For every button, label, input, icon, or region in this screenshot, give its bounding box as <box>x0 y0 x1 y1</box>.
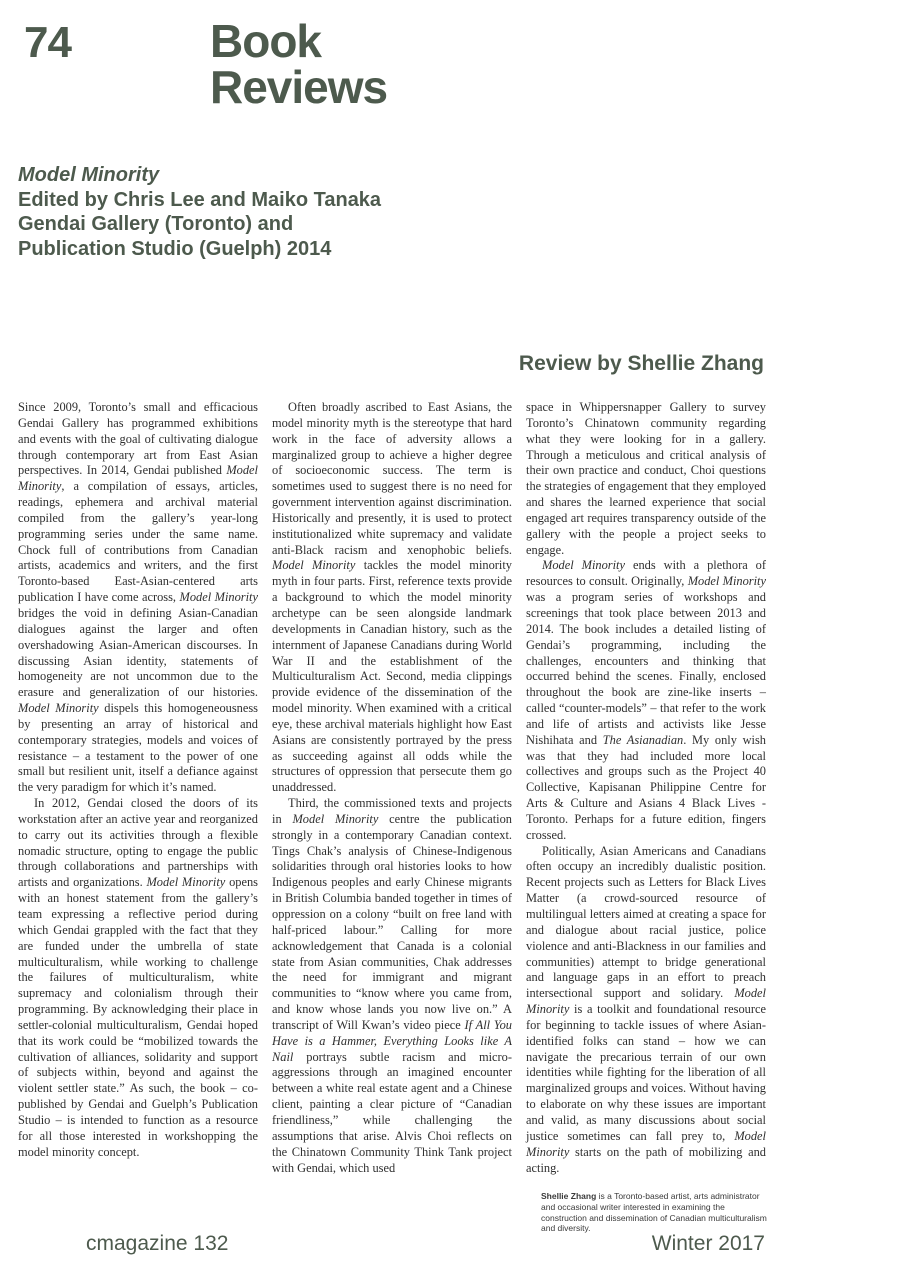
section-title <box>210 15 388 113</box>
review-column-1 <box>18 400 258 1161</box>
review-paragraph: Third, the commissioned texts and projects in Model Minority centre the publication strongly in a contemporary Canadian context. Tings Chak’s analysis of Chinese-Indigenous solidarities through oral histories looks to how Indigenous peoples and early Chinese migrants in British Columbia banded together in times of oppression on a colony “built on free land with half-priced labour.” Calling for more acknowledgement that Canada is a colonial state from Asian communities, Chak addresses the need for immigrant and migrant communities to “know where you came from, and know whose lands you now live on.” A transcript of Will Kwan’s video piece If All You Have is a Hammer, Everything Looks like A Nail portrays subtle racism and micro-aggressions through an imagined encounter between a white real estate agent and a Chinese client, painting a clear picture of “Canadian friendliness,” while challenging the assumptions that arise. Alvis Choi reflects on the Chinatown Community Think Tank project with Gendai, which used <box>272 796 513 1175</box>
section-title-line-2: Reviews <box>210 61 388 113</box>
review-column-3 <box>526 400 766 1176</box>
review-paragraph: Since 2009, Toronto’s small and efficacious Gendai Gallery has programmed exhibitions and events with the goal of cultivating dialogue through contemporary art from East Asian perspectives. In 2014, Gendai published Model Minority, a compilation of essays, articles, readings, ephemera and archival material compiled from the gallery’s year-long programming series under the same name. Chock full of contributions from Canadian artists, academics and writers, and the first Toronto-based East-Asian-centered arts publication I have come across, Model Minority bridges the void in defining Asian-Canadian dialogues against the larger and often overshadowing Asian-American discourses. In discussing Asian identity, statements of homogeneity are not uncommon due to the erasure and generalization of our histories. Model Minority dispels this homogeneousness by presenting an array of historical and contemporary strategies, models and voices of resistance – a testament to the power of one small but resilient unit, itself a defiance against the very paradigm for which it’s named. <box>18 400 258 795</box>
review-paragraph: space in Whippersnapper Gallery to survey Toronto’s Chinatown community regarding what they were looking for in a gallery. Through a meticulous and critical analysis of their own practice and conduct, Choi questions the strategies of engagement that they employed and shares the learned experience that social engaged art requires transparency outside of the gallery with the people a project seeks to engage. <box>526 400 766 557</box>
section-title-line-1: Book <box>210 15 321 67</box>
book-publisher-line-2: Publication Studio (Guelph) 2014 <box>18 237 332 260</box>
review-paragraph: Model Minority ends with a plethora of resources to consult. Originally, Model Minority was a program series of workshops and screenings that took place between 2013 and 2014. The book includes a detailed listing of Gendai’s programming, including the challenges, encounters and thinking that occurred behind the scenes. Finally, enclosed throughout the book are zine-like inserts – called “counter-models” – that refer to the work and life of artists and activists like Jesse Nishihata and The Asianadian. My only wish was that they had included more local collectives and groups such as the Project 40 Collective, Kapisanan Philippine Centre for Arts & Culture and Asians 4 Black Lives - Toronto. Perhaps for a future edition, fingers crossed. <box>526 558 766 842</box>
reviewer-byline: Review by Shellie Zhang <box>518 352 764 375</box>
review-column-2 <box>272 400 512 1176</box>
author-bio-name: Shellie Zhang <box>541 1191 597 1201</box>
author-bio <box>541 1191 771 1234</box>
book-info <box>18 163 381 261</box>
author-bio-text: is a Toronto-based artist, arts administrator and occasional writer interested in examining the construction and dissemination of Canadian multiculturalism and diversity. <box>541 1191 767 1234</box>
book-editors: Edited by Chris Lee and Maiko Tanaka <box>18 188 382 211</box>
book-title: Model Minority <box>18 164 160 186</box>
review-paragraph: Often broadly ascribed to East Asians, the model minority myth is the stereotype that hard work in the face of adversity allows a marginalized group to achieve a higher degree of socioeconomic success. The term is sometimes used to suggest there is no need for government intervention against discrimination. Historically and presently, it is used to protect institutionalized white supremacy and validate anti-Black racism and xenophobic beliefs. Model Minority tackles the model minority myth in four parts. First, reference texts provide a background to which the model minority archetype can be seen alongside landmark developments in Canadian history, such as the internment of Japanese Canadians during World War II and the establishment of the Multiculturalism Act. Second, media clippings provide evidence of the dissemination of the model minority. When examined with a critical eye, these archival materials highlight how East Asians are consistently portrayed by the press as succeeding against all odds while the structures of oppression that persecute them go unaddressed. <box>272 400 512 795</box>
review-paragraph: In 2012, Gendai closed the doors of its workstation after an active year and reorganized to carry out its activities through a flexible nomadic structure, opting to engage the public through collaborations and partnerships with artists and organizations. Model Minority opens with an honest statement from the gallery’s team expressing a reflective period during which Gendai grappled with the fact that they are funded under the umbrella of state multiculturalism, while working to challenge the failures of multiculturalism, white supremacy and colonialism through their programming. By acknowledging their place in settler-colonial multiculturalism, Gendai hoped that its work could be “mobilized towards the cultivation of alliances, solidarity and support of subjects within, beyond and against the violent settler state.” As such, the book – co-published by Gendai and Guelph’s Publication Studio – is intended to function as a resource for all those interested in workshopping the model minority concept. <box>18 796 258 1159</box>
footer-season: Winter 2017 <box>651 1232 765 1255</box>
page-number: 74 <box>24 18 71 67</box>
book-publisher-line-1: Gendai Gallery (Toronto) and <box>18 213 294 235</box>
footer-magazine-issue: cmagazine 132 <box>86 1232 229 1255</box>
review-paragraph: Politically, Asian Americans and Canadians often occupy an incredibly dualistic position. Recent projects such as Letters for Black Lives Matter (a crowd-sourced resource of multilingual letters aimed at creating a space for and dialogue about racial justice, police violence and anti-Blackness in our families and communities) attempt to bridge generational and language gaps in an effort to preach intersectional support and solidary. Model Minority is a toolkit and foundational resource for beginning to tackle issues of where Asian-identified folks can stand – how we can navigate the precarious terrain of our own identities while fighting for the liberation of all marginalized groups and voices. Without having to elaborate on why these issues are important and valid, as many discussions about social justice sometimes can fall prey to, Model Minority starts on the path of mobilizing and acting. <box>526 843 766 1175</box>
